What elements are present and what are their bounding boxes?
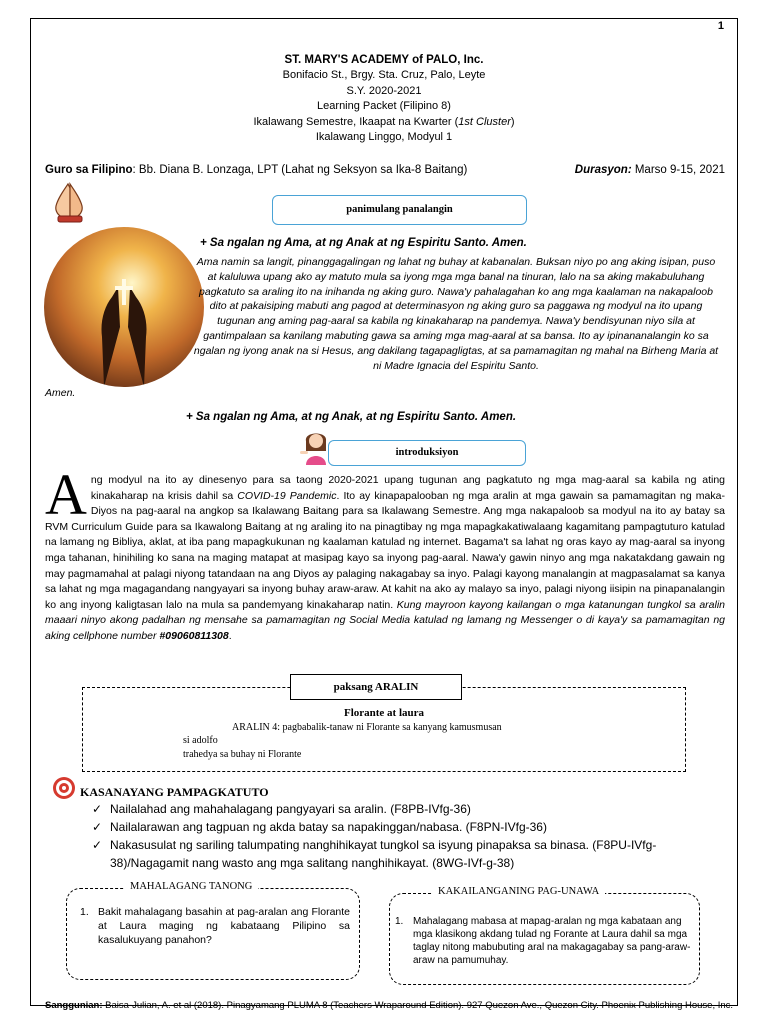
target-icon	[52, 776, 76, 800]
mahalagang-tanong-title: MAHALAGANG TANONG	[124, 881, 258, 892]
school-name: ST. MARY'S ACADEMY of PALO, Inc.	[284, 54, 484, 66]
prayer-amen: Amen.	[45, 387, 76, 399]
sign-of-cross-open: + Sa ngalan ng Ama, at ng Anak at ng Espiritu Santo. Amen.	[200, 237, 527, 249]
aralin-subtopic-2: trahedya sa buhay ni Florante	[183, 749, 302, 760]
sign-of-cross-close: + Sa ngalan ng Ama, at ng Anak, at ng Espiritu Santo. Amen.	[186, 411, 517, 423]
aralin-lesson: ARALIN 4: pagbabalik-tanaw ni Florante sa kanyang kamusmusan	[232, 722, 502, 733]
school-year: S.Y. 2020-2021	[346, 84, 422, 97]
week-line: Ikalawang Linggo, Modyul 1	[315, 131, 453, 143]
drop-cap: A	[45, 462, 87, 527]
teacher-value: : Bb. Diana B. Lonzaga, LPT (Lahat ng Seksyon sa Ika-8 Baitang)	[132, 164, 468, 176]
mahalagang-tanong-text: 1. Bakit mahalagang basahin at pag-aralan ang Florante at Laura maging ng kabataang Pilipino sa kasalukuyang panahon?	[80, 906, 350, 946]
intro-title-box: introduksiyon	[328, 440, 526, 466]
duration: Durasyon: Marso 9-15, 2021	[574, 164, 725, 176]
objective-item: ✓ Nailalarawan ang tagpuan ng akda batay sa napakinggan/nabasa. (F8PN-IVfg-36)	[92, 818, 722, 836]
aralin-story-title: Florante at laura	[343, 707, 425, 719]
aralin-bottom-border	[82, 771, 686, 772]
aralin-subtopic-1: si adolfo	[183, 735, 218, 746]
prayer-hands-image	[44, 227, 204, 387]
intro-paragraph: Ang modyul na ito ay dinesenyo para sa taong 2020-2021 upang tugunan ang pagkatuto ng mga mag-aaral sa kabila ng ating kinakaharap na krisis dahil sa COVID-19 Pandemic. Ito ay kinapapalooban ng mga aralin at mga gawain sa pamamagitan ng maka-Diyos na pag-aaral na angkop sa Ikalawang Baitang para sa Ikalawang Semestre. Ang mga nakapaloob sa modyul na ito ay batay sa RVM Curriculum Guide para sa Ikawalong Baitang at ng araling ito na pinagtibay ng mga mapagkakatiwalaang kagamitang pampagtuturo katulad na lamang ng Bibliya, aklat, at iba pang mapagkukunan ng kaalaman katulad ng internet. Bagama't sa lahat ng oras kayo ay mag-aaral sa inyong mga tahanan, hinihiling ko sana na maging matapat at masipag kayo sa inyong pag-aaral. Nawa'y gawin ninyo ang mga nakatakdang gawain ng may pagmamahal at palagi niyong tatandaan na ang Diyos ay palaging nakagabay sa inyo. Palagi kayong manalangin at magpasalamat sa kanya sa lahat ng mga magagandang nangyayari sa inyong buhay araw-araw. At kahit na ako ay malayo sa inyo, palagi niyong iisipin na pinapanalangin ko ang inyong kaligtasan lalo na mula sa pandemyang kinakaharap natin. Kung mayroon kayong kailangan o mga katanungan tungkol sa aralin maaari ninyo akong padalhan ng mensahe sa pamamagitan ng Social Media katulad ng lamang ng Messenger o di kaya'y sa pamamagitan ng aking cellphone number #09060811308.	[45, 462, 726, 642]
aralin-title-box: paksang ARALIN	[290, 674, 462, 700]
document-header	[0, 52, 768, 146]
objective-item: ✓ Nailalahad ang mahahalagang pangyayari sa aralin. (F8PB-IVfg-36)	[92, 800, 722, 818]
teacher-row	[45, 164, 725, 176]
semester-line: Ikalawang Semestre, Ikaapat na Kwarter (1st Cluster)	[253, 115, 515, 128]
packet-title: Learning Packet (Filipino 8)	[317, 100, 451, 112]
kasanayan-title: KASANAYANG PAMPAGKATUTO	[80, 785, 269, 799]
teacher-label: Guro sa Filipino	[45, 164, 133, 176]
praying-hands-icon	[48, 180, 90, 224]
pag-unawa-text: 1. Mahalagang mabasa at mapag-aralan ng mga kabataan ang mga klasikong akdang tulad ng Forante at Laura dahil sa mga taglay nitong mabubuting aral na makagagabay sa pang-araw-araw na pamumuhay.	[395, 916, 691, 966]
school-address: Bonifacio St., Brgy. Sta. Cruz, Palo, Leyte	[282, 69, 486, 81]
pag-unawa-title: KAKAILANGANING PAG-UNAWA	[432, 886, 605, 897]
objective-item: ✓ Nakasusulat ng sariling talumpating nanghihikayat tungkol sa isyung pinapaksa sa binasa. (F8PU-IVfg-38)/Nagagamit nang wasto ang mga salitang nanghihikayat. (8WG-IVf-g-38)	[92, 836, 722, 872]
page-number: 1	[717, 20, 724, 32]
cellphone-number: #09060811308	[159, 629, 229, 642]
raised-hands-silhouette	[44, 227, 204, 387]
prayer-body: Ama namin sa langit, pinanggagalingan ng lahat ng buhay at kabanalan. Buksan niyo po ang aking isipan, puso at kaluluwa upang ako ay matuto mula sa iyong mga mga banal na tinuran, lalo na sa aking makabuluhang pagkatuto sa araling ito na inihanda ng aking guro. Nawa'y pahalagahan ko ang mga kaalaman na nakapaloob dito at pakaisiping mabuti ang pagod at determinasyon ng aking guro sa paggawa ng modyul na ito upang tugunan ang aming pag-aaral sa kabila ng kinakaharap na pandemya. Nawa'y bendisyunan niyo sila at gantimpalaan sa kanilang mabuting gawa sa aming mga mag-aaral at sa bansa. Ito ay ipinananalangin ko sa ngalan ng iyong anak na si Hesus, ang dakilang tagapagligtas, at sa pamamagitan ng mahal na Birheng Maria at ni Madre Ignacia del Espiritu Santo.	[193, 256, 719, 372]
learning-objectives-list	[92, 800, 722, 872]
reference-footer: Sanggunian: Baisa-Julian, A. et al (2018). Pinagyamang PLUMA 8 (Teachers Wraparound Edition). 927 Quezon Ave., Quezon City. Phoenix Publishing House, Inc.	[45, 1000, 734, 1011]
prayer-title-box: panimulang panalangin	[272, 195, 527, 225]
